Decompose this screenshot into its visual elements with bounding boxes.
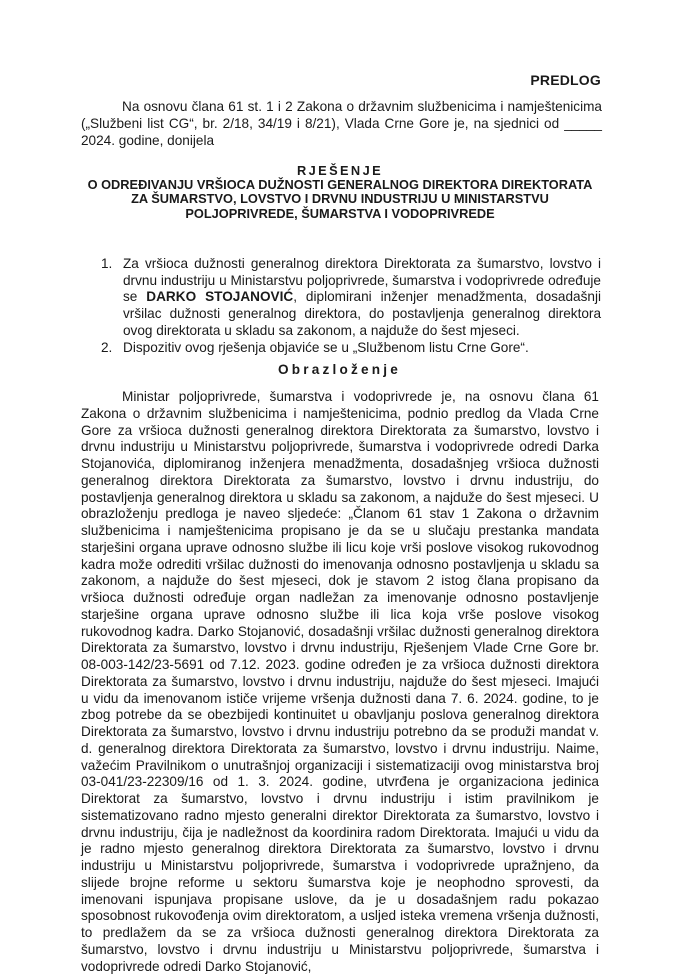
- item-text-before: Za vršioca dužnosti generalnog direktora Direktorata za šumarstvo, lovstvo i drvnu industriju u Ministarstvu poljoprivrede, šumarstva i vodoprivrede određuje se: [123, 256, 601, 305]
- item-text: Dispozitiv ovog rješenja objaviće se u „Službenom listu Crne Gore“.: [123, 339, 529, 355]
- decision-heading: RJEŠENJE: [296, 163, 384, 178]
- decision-title-block: [70, 164, 610, 221]
- decision-item-1: [101, 256, 601, 340]
- decision-subtitle-line-2: ZA ŠUMARSTVO, LOVSTVO I DRVNU INDUSTRIJU U MINISTARSTVU: [131, 191, 549, 207]
- decision-subtitle-line-3: POLJOPRIVREDE, ŠUMARSTVA I VODOPRIVREDE: [185, 205, 495, 221]
- intro-paragraph: Na osnovu člana 61 st. 1 i 2 Zakona o državnim službenicima i namještenicima („Službeni list CG“, br. 2/18, 34/19 i 8/21), Vlada Crne Gore je, na sjednici od _____ 2024. godine, donijela: [81, 99, 602, 148]
- appointee-name: DARKO STOJANOVIĆ: [146, 289, 294, 305]
- document-status-label: PREDLOG: [530, 72, 601, 88]
- item-text-after: , diplomirani inženjer menadžmenta, dosadašnji vršilac dužnosti generalnog direktora, do postavljenja generalnog direktora ovog direktorata u skladu sa zakonom, a najduže do šest mjeseci.: [123, 289, 601, 338]
- explanation-body: Ministar poljoprivrede, šumarstva i vodoprivrede je, na osnovu člana 61 Zakona o državnim službenicima i namještenicima, podnio predlog da Vlada Crne Gore za vršioca dužnosti generalnog direktora Direktorata za šumarstvo, lovstvo i drvnu industriju u Ministarstvu poljoprivrede, šumarstva i vodoprivrede odredi Darka Stojanovića, diplomiranog inženjera menadžmenta, dosadašnjeg vršioca dužnosti generalnog direktora Direktorata za šumarstvo, lovstvo i drvnu industriju, do postavljenja generalnog direktora u skladu sa zakonom, a najduže do šest mjeseci. U obrazloženju predloga je naveo sljedeće: „Članom 61 stav 1 Zakona o državnim službenicima i namještenicima propisano je da se u slučaju prestanka mandata starješini organa uprave odnosno službe ili licu koje vrši poslove visokog rukovodnog kadra može odrediti vršilac dužnosti do imenovanja odnosno postavljenja u skladu sa zakonom, a najduže do šest mjeseci, dok je stavom 2 istog člana propisano da vršioca dužnosti određuje organ nadležan za imenovanje odnosno postavljenje starješine organa uprave odnosno službe ili lica koja vrše poslove visokog rukovodnog kadra. Darko Stojanović, dosadašnji vršilac dužnosti generalnog direktora Direktorata za šumarstvo, lovstvo i drvnu industriju, Rješenjem Vlade Crne Gore br. 08-003-142/23-5691 od 7.12. 2023. godine određen je za vršioca dužnosti direktora Direktorata za šumarstvo, lovstvo i drvnu industriju, najduže do šest mjeseci. Imajući u vidu da imenovanom ističe vrijeme vršenja dužnosti dana 7. 6. 2024. godine, to je zbog potrebe da se obezbijedi kontinuitet u obavljanju poslova generalnog direktora Direktorata za šumarstvo, lovstvo i drvnu industriju potrebno da se produži mandat v. d. generalnog direktora Direktorata za šumarstvo, lovstvo i drvnu industriju. Naime, važećim Pravilnikom o unutrašnjoj organizaciji i sistematizaciji ovog ministarstva broj 03-041/23-22309/16 od 1. 3. 2024. godine, utvrđena je organizaciona jedinica Direktorat za šumarstvo, lovstvo i drvnu industriju i istim pravilnikom je sistematizovano radno mjesto generalni direktor Direktorata za šumarstvo, lovstvo i drvnu industriju, čija je nadležnost da koordinira radom Direktorata. Imajući u vidu da je radno mjesto generalnog direktora Direktorata za šumarstvo, lovstvo i drvnu industriju u Ministarstvu poljoprivrede, šumarstva i vodoprivrede upražnjeno, da slijede brojne reforme u sektoru šumarstva koje je neophodno sprovesti, da imenovani ispunjava propisane uslove, da je u dosadašnjem radu pokazao sposobnost rukovođenja ovim direktoratom, a usljed isteka vremena vršenja dužnosti, to predlažem da se za vršioca dužnosti generalnog direktora Direktorata za šumarstvo, lovstvo i drvnu industriju u Ministarstvu poljoprivrede, šumarstva i vodoprivrede odredi Darko Stojanović,: [81, 389, 599, 974]
- explanation-heading: Obrazloženje: [277, 362, 401, 377]
- item-number: 2.: [101, 339, 113, 355]
- decision-subtitle-line-1: O ODREĐIVANJU VRŠIOCA DUŽNOSTI GENERALNOG DIREKTORA DIREKTORATA: [87, 177, 593, 193]
- decision-items-list: [101, 256, 601, 356]
- decision-item-2: [101, 340, 601, 357]
- item-number: 1.: [101, 256, 113, 271]
